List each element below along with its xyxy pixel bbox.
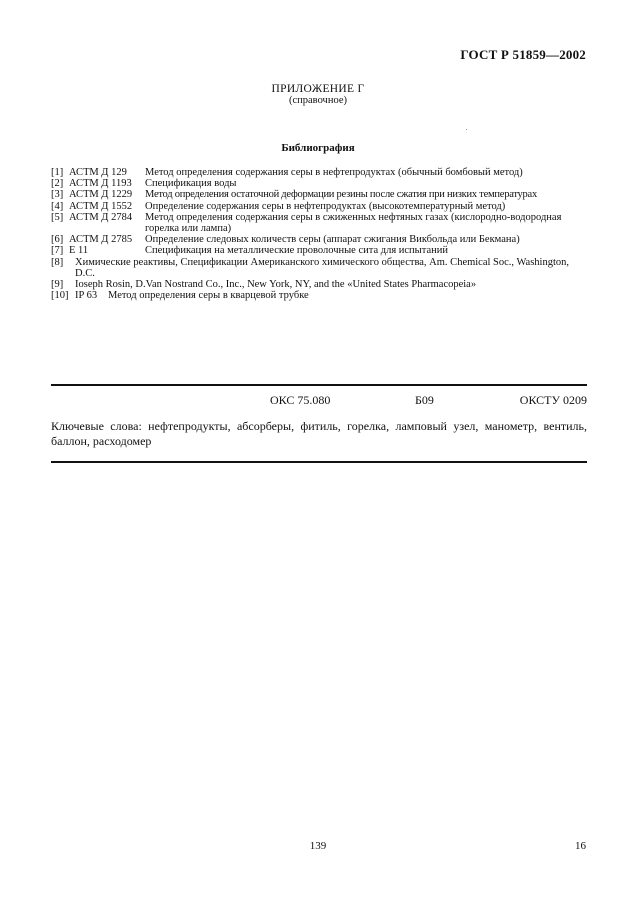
reference-text: Метод определения остаточной деформации резины после сжатия при низких температурах [145,189,537,201]
reference-standard: Е 11 [69,245,89,257]
reference-number: [8] [51,256,64,268]
reference-number: [7] [51,245,64,257]
reference-standard: АСТМ Д 2785 [69,234,133,246]
reference-text: Ioseph Rosin, D.Van Nostrand Co., Inc., New York, NY, and the «United States Pharmacopeia» [75,279,477,291]
reference-standard: АСТМ Д 1229 [69,189,133,201]
scan-speck [466,129,467,130]
group-code: Б09 [415,393,434,407]
bibliography-list [51,167,591,301]
bibliography-title: Библиография [281,142,355,154]
bottom-divider [51,461,587,463]
reference-number: [3] [51,189,64,201]
top-divider [51,384,587,386]
reference-text: Метод определения серы в кварцевой трубке [108,290,309,302]
sheet-number: 16 [575,840,586,852]
reference-6 [51,234,591,245]
reference-3 [51,189,591,200]
reference-number: [5] [51,211,64,223]
reference-8 [51,257,591,279]
reference-number: [1] [51,167,64,178]
page-number: 139 [309,840,327,852]
standard-code: ГОСТ Р 51859—2002 [460,47,586,62]
reference-5 [51,212,591,234]
reference-4 [51,201,591,212]
okstu-code: ОКСТУ 0209 [519,393,587,407]
appendix-title: ПРИЛОЖЕНИЕ Г [271,83,365,95]
reference-number: [4] [51,200,64,212]
reference-text: Метод определения содержания серы в сжиженных нефтяных газах (кислородно-водородная горелка или лампа) [145,211,562,235]
reference-number: [10] [51,290,69,302]
reference-7 [51,245,591,256]
reference-text: Химические реактивы, Спецификации Американского химического общества, Am. Chemical Soc., Washington, D.C. [75,256,570,279]
appendix-subtitle: (справочное) [289,95,347,106]
reference-2 [51,178,591,189]
reference-standard: АСТМ Д 1552 [69,200,133,212]
reference-number: [9] [51,279,64,291]
okc-code: ОКС 75.080 [270,393,331,407]
reference-10 [51,290,591,301]
reference-standard: IP 63 [75,290,98,302]
reference-text: Спецификация воды [145,178,237,190]
reference-standard: АСТМ Д 1193 [69,178,132,190]
classification-row [51,393,587,409]
reference-number: [2] [51,178,64,190]
reference-text: Определение содержания серы в нефтепродуктах (высокотемпературный метод) [145,200,506,212]
reference-standard: АСТМ Д 129 [69,167,127,178]
reference-1 [51,167,591,178]
reference-number: [6] [51,234,64,246]
reference-9 [51,279,591,290]
reference-standard: АСТМ Д 2784 [69,211,133,223]
keywords: Ключевые слова: нефтепродукты, абсорберы, фитиль, горелка, ламповый узел, манометр, вентиль, баллон, расходомер [51,419,587,448]
reference-text: Спецификация на металлические проволочные сита для испытаний [145,245,448,257]
reference-text: Метод определения содержания серы в нефтепродуктах (обычный бомбовый метод) [145,167,523,178]
reference-text: Определение следовых количеств серы (аппарат сжигания Викбольда или Бекмана) [145,234,520,246]
